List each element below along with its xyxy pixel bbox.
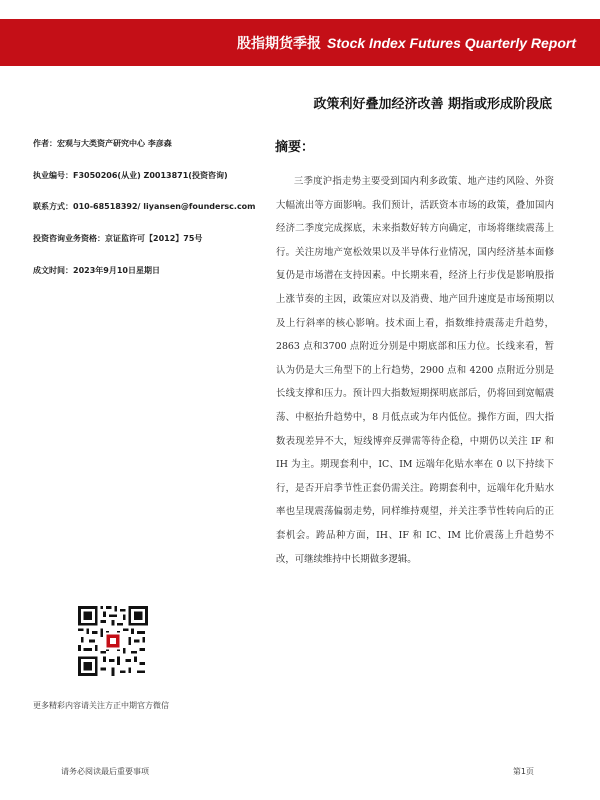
header-bar xyxy=(0,19,600,66)
meta-author xyxy=(33,138,172,149)
meta-contact xyxy=(33,201,256,212)
meta-date xyxy=(33,265,160,276)
abstract-heading: 摘要： xyxy=(275,140,315,155)
abstract-body: 三季度沪指走势主要受到国内利多政策、地产违约风险、外资大幅流出等方面影响。我们预计，活跃资本市场的政策，叠加国内经济二季度完成探底，未来指数好转方向确定，市场将继续震荡上行。关注房地产宽松效果以及半导体行业情况，国内经济基本面修复仍是市场潜在支持因素。中长期来看，经济上行步伐是影响股指上涨节奏的主因，政策应对以及消费、地产回升速度是市场预期以及上行斜率的核心影响。技术面上看，指数维持震荡走升趋势，2863 点和3700 点附近分别是中期底部和压力位。长线来看，暂认为仍是大三角型下的上行趋势，2900 点和 4200 点附近分别是长线支撑和压力。预计四大指数短期探明底部后，仍将回到宽幅震荡、中枢抬升趋势中，8 月低点或为年内低位。操作方面，四大指数表现差异不大，短线博弈反弹需等待企稳，中期仍以关注 IF 和 IH 为主。期现套利中，IC、IM 远端年化贴水率在 0 以下持续下行，是否开启季节性正套仍需关注。跨期套利中，远端年化升贴水率也呈现震荡偏弱走势，同样维持观望，并关注季节性转向后的正套机会。跨品种方面，IH、IF 和 IC、IM 比价震荡上升趋势不改，可继续维持中长期做多逻辑。 xyxy=(276,176,554,565)
qr-code-icon xyxy=(78,606,148,676)
header-title-en: Stock Index Futures Quarterly Report xyxy=(327,35,576,51)
meta-qualification xyxy=(33,233,202,244)
license-value: F3050206(从业) Z0013871(投资咨询) xyxy=(73,171,228,180)
qr-caption: 更多精彩内容请关注方正中期官方微信 xyxy=(33,701,169,710)
date-label: 成文时间： xyxy=(33,266,73,275)
qualification-label: 投资咨询业务资格： xyxy=(33,234,105,243)
author-value: 宏观与大类资产研究中心 李彦森 xyxy=(57,139,172,148)
author-label: 作者： xyxy=(33,139,57,148)
footer-disclaimer: 请务必阅读最后重要事项 xyxy=(61,767,149,776)
date-value: 2023年9月10日星期日 xyxy=(73,266,160,275)
contact-value: 010-68518392/ liyansen@foundersc.com xyxy=(73,202,256,211)
meta-license xyxy=(33,170,228,181)
license-label: 执业编号： xyxy=(33,171,73,180)
qualification-value: 京证监许可【2012】75号 xyxy=(105,234,203,243)
header-title xyxy=(237,33,576,53)
header-title-cn: 股指期货季报 xyxy=(237,35,322,51)
footer-page-number: 第1页 xyxy=(512,767,534,776)
report-title: 政策利好叠加经济改善 期指或形成阶段底 xyxy=(313,97,552,112)
contact-label: 联系方式： xyxy=(33,202,73,211)
